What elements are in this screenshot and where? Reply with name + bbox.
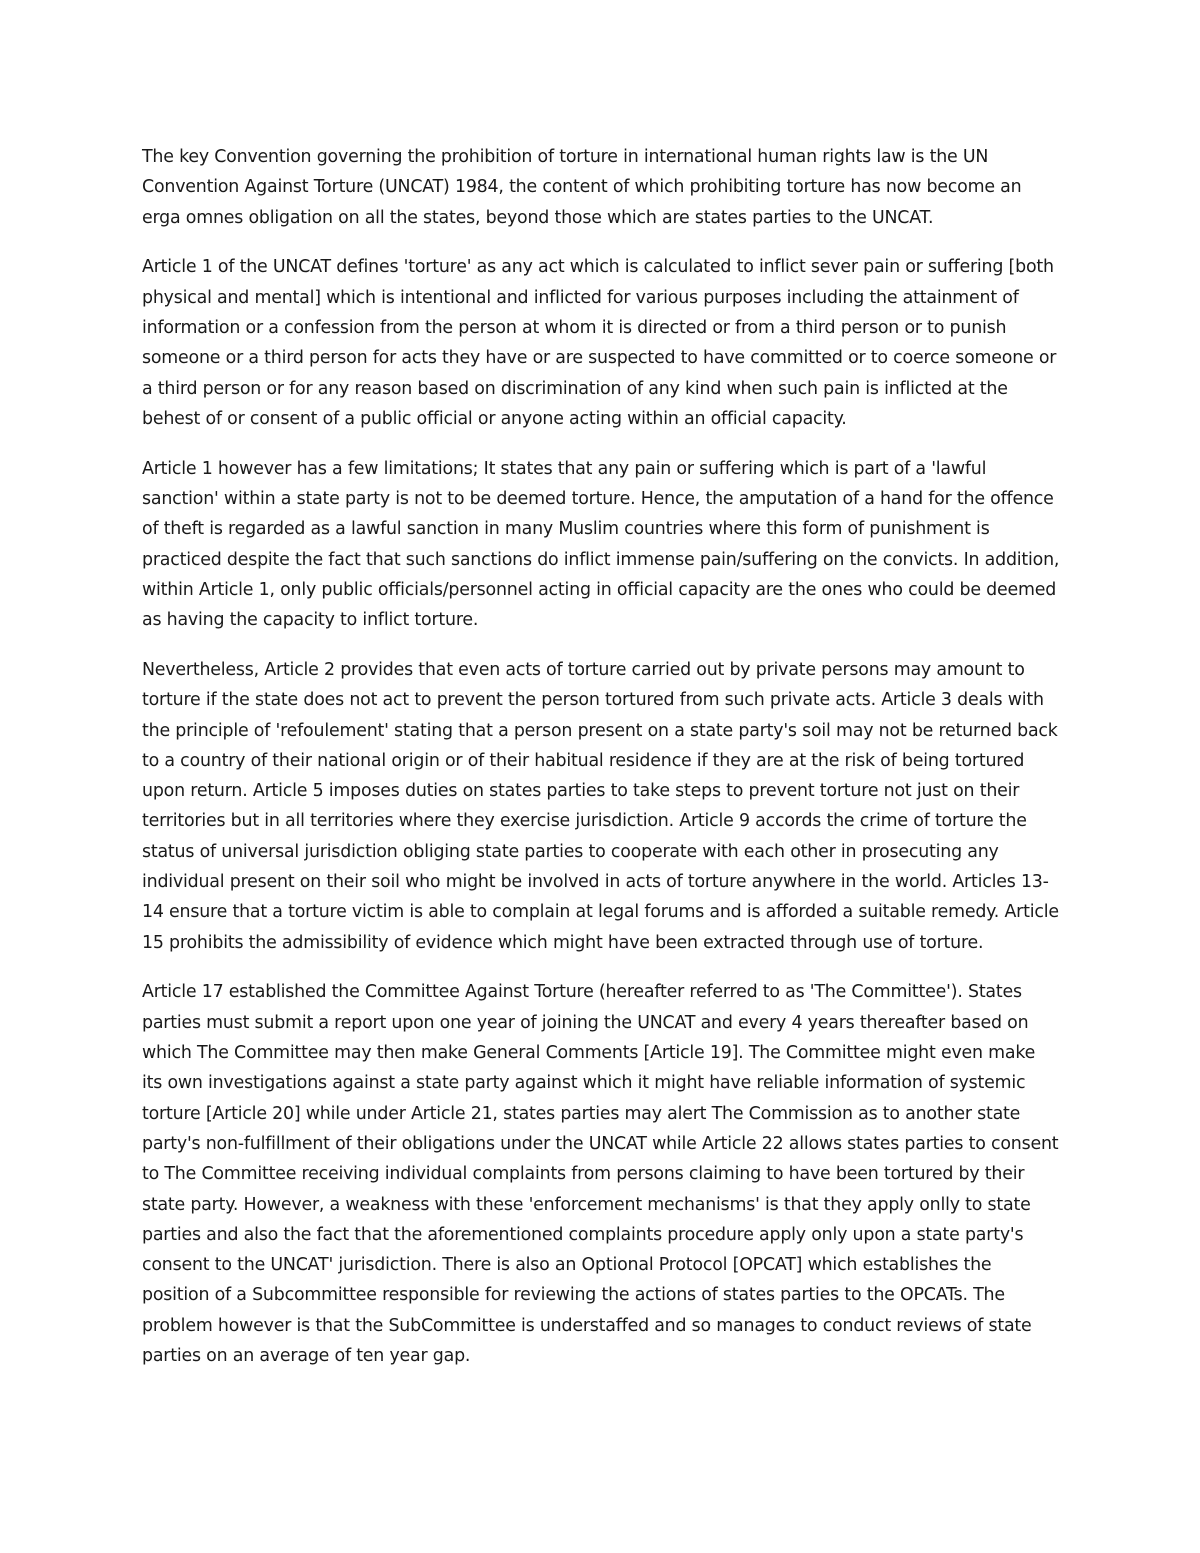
- document-body: [142, 142, 1060, 1391]
- paragraph-article-1-limitations: Article 1 however has a few limitations; It states that any pain or suffering which is part of a 'lawful sanction' within a state party is not to be deemed torture. Hence, the amputation of a hand for the offence of theft is regarded as a lawful sanction in many Muslim countries where this form of punishment is practiced despite the fact that such sanctions do inflict immense pain/suffering on the convicts. In addition, within Article 1, only public officials/personnel acting in official capacity are the ones who could be deemed as having the capacity to inflict torture.: [142, 458, 1060, 631]
- paragraph-article-1-definition: Article 1 of the UNCAT defines 'torture' as any act which is calculated to inflict sever pain or suffering [both physical and mental] which is intentional and inflicted for various purposes including the attainment of information or a confession from the person at whom it is directed or from a third person or to punish someone or a third person for acts they have or are suspected to have committed or to coerce someone or a third person or for any reason based on discrimination of any kind when such pain is inflicted at the behest of or consent of a public official or anyone acting within an official capacity.: [142, 257, 1057, 429]
- paragraph-uncat-intro: The key Convention governing the prohibition of torture in international human rights law is the UN Convention Against Torture (UNCAT) 1984, the content of which prohibiting torture has now become an erga omnes obligation on all the states, beyond those which are states parties to the UNCAT.: [142, 147, 1022, 228]
- paragraph-committee-against-torture: Article 17 established the Committee Against Torture (hereafter referred to as 'The Committee'). States parties must submit a report upon one year of joining the UNCAT and every 4 years thereafter based on which The Committee may then make General Comments [Article 19]. The Committee might even make its own investigations against a state party against which it might have reliable information of systemic torture [Article 20] while under Article 21, states parties may alert The Commission as to another state party's non-fulfillment of their obligations under the UNCAT while Article 22 allows states parties to consent to The Committee receiving individual complaints from persons claiming to have been tortured by their state party. However, a weakness with these 'enforcement mechanisms' is that they apply onlly to state parties and also the fact that the aforementioned complaints procedure apply only upon a state party's consent to the UNCAT' jurisdiction. There is also an Optional Protocol [OPCAT] which establishes the position of a Subcommittee responsible for reviewing the actions of states parties to the OPCATs. The problem however is that the SubCommittee is understaffed and so manages to conduct reviews of state parties on an average of ten year gap.: [142, 982, 1059, 1366]
- paragraph-other-articles: Nevertheless, Article 2 provides that even acts of torture carried out by private persons may amount to torture if the state does not act to prevent the person tortured from such private acts. Article 3 deals with the principle of 'refoulement' stating that a person present on a state party's soil may not be returned back to a country of their national origin or of their habitual residence if they are at the risk of being tortured upon return. Article 5 imposes duties on states parties to take steps to prevent torture not just on their territories but in all territories where they exercise jurisdiction. Article 9 accords the crime of torture the status of universal jurisdiction obliging state parties to cooperate with each other in prosecuting any individual present on their soil who might be involved in acts of torture anywhere in the world. Articles 13-14 ensure that a torture victim is able to complain at legal forums and is afforded a suitable remedy. Article 15 prohibits the admissibility of evidence which might have been extracted through use of torture.: [142, 659, 1059, 953]
